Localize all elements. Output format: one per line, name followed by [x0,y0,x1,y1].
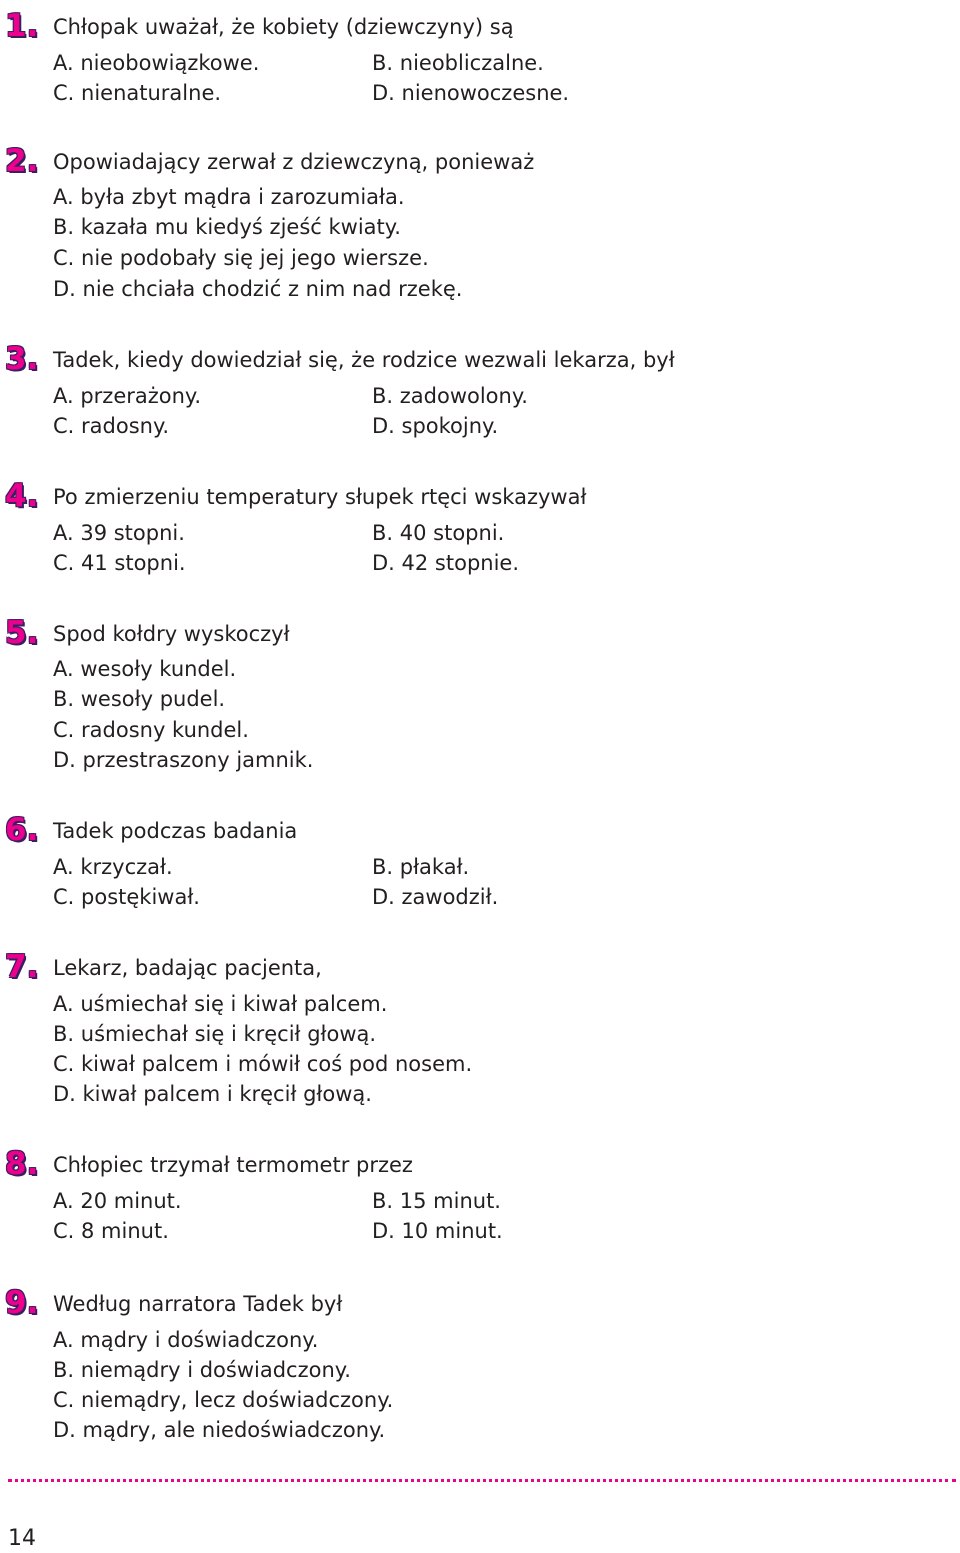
answer-option-d[interactable]: D. 42 stopnie. [372,551,520,575]
answer-option-c[interactable]: C. radosny kundel. [53,718,249,742]
answer-option-b[interactable]: B. kazała mu kiedyś zjeść kwiaty. [53,215,401,239]
answer-option-c[interactable]: C. 41 stopni. [53,551,186,575]
answer-option-b[interactable]: B. nieobliczalne. [372,51,544,75]
question-stem: Tadek podczas badania [53,819,298,843]
answer-option-a[interactable]: A. nieobowiązkowe. [53,51,260,75]
question-stem: Chłopiec trzymał termometr przez [53,1153,413,1177]
answer-option-d[interactable]: D. kiwał palcem i kręcił głową. [53,1082,372,1106]
question-number: 2. [5,143,39,179]
answer-option-a[interactable]: A. 20 minut. [53,1189,182,1213]
answer-option-a[interactable]: A. była zbyt mądra i zarozumiała. [53,185,405,209]
answer-option-b[interactable]: B. niemądry i doświadczony. [53,1358,351,1382]
answer-option-a[interactable]: A. mądry i doświadczony. [53,1328,319,1352]
question-stem: Spod kołdry wyskoczył [53,622,290,646]
dotted-divider [8,1479,956,1482]
answer-option-d[interactable]: D. zawodził. [372,885,499,909]
answer-option-b[interactable]: B. uśmiechał się i kręcił głową. [53,1022,377,1046]
answer-option-c[interactable]: C. postękiwał. [53,885,200,909]
answer-option-c[interactable]: C. nie podobały się jej jego wiersze. [53,246,429,270]
answer-option-d[interactable]: D. mądry, ale niedoświadczony. [53,1418,386,1442]
answer-option-c[interactable]: C. kiwał palcem i mówił coś pod nosem. [53,1052,473,1076]
answer-option-c[interactable]: C. nienaturalne. [53,81,222,105]
question-stem: Tadek, kiedy dowiedział się, że rodzice wezwali lekarza, był [53,348,675,372]
question-stem: Opowiadający zerwał z dziewczyną, ponieważ [53,150,535,174]
answer-option-c[interactable]: C. niemądry, lecz doświadczony. [53,1388,394,1412]
question-number: 7. [5,949,39,985]
answer-option-a[interactable]: A. 39 stopni. [53,521,185,545]
question-stem: Chłopak uważał, że kobiety (dziewczyny) są [53,15,514,39]
answer-option-b[interactable]: B. płakał. [372,855,470,879]
answer-option-b[interactable]: B. 15 minut. [372,1189,501,1213]
answer-option-a[interactable]: A. wesoły kundel. [53,657,237,681]
answer-option-b[interactable]: B. wesoły pudel. [53,687,226,711]
answer-option-d[interactable]: D. nienowoczesne. [372,81,570,105]
answer-option-b[interactable]: B. 40 stopni. [372,521,505,545]
answer-option-a[interactable]: A. uśmiechał się i kiwał palcem. [53,992,388,1016]
answer-option-a[interactable]: A. przerażony. [53,384,202,408]
answer-option-b[interactable]: B. zadowolony. [372,384,528,408]
question-stem: Lekarz, badając pacjenta, [53,956,322,980]
question-number: 4. [5,478,39,514]
question-number: 1. [5,8,39,44]
question-number: 8. [5,1146,39,1182]
question-number: 5. [5,615,39,651]
question-number: 9. [5,1285,39,1321]
page-number: 14 [8,1526,36,1551]
answer-option-c[interactable]: C. radosny. [53,414,170,438]
answer-option-a[interactable]: A. krzyczał. [53,855,173,879]
answer-option-c[interactable]: C. 8 minut. [53,1219,169,1243]
question-number: 3. [5,341,39,377]
answer-option-d[interactable]: D. nie chciała chodzić z nim nad rzekę. [53,277,463,301]
answer-option-d[interactable]: D. przestraszony jamnik. [53,748,314,772]
answer-option-d[interactable]: D. 10 minut. [372,1219,503,1243]
answer-option-d[interactable]: D. spokojny. [372,414,499,438]
question-stem: Według narratora Tadek był [53,1292,343,1316]
question-number: 6. [5,812,39,848]
question-stem: Po zmierzeniu temperatury słupek rtęci wskazywał [53,485,587,509]
